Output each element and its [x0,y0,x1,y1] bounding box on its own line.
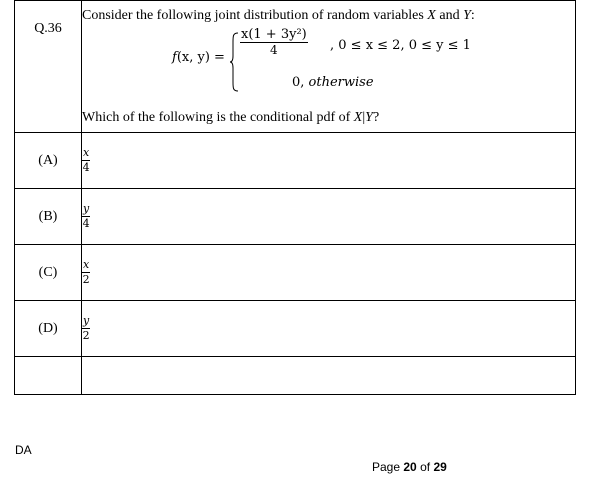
question-prompt: Which of the following is the conditional pdf of X|Y? [82,109,380,125]
function-name: f [172,49,177,65]
option-fraction [82,315,90,342]
equation [82,24,575,110]
page-total: 29 [433,460,447,474]
option-answer[interactable] [82,245,576,301]
blank-row [15,357,576,395]
footer-paper-code: DA [15,443,32,457]
option-row-d[interactable] [15,301,576,357]
case-1-numerator: x(1 + 3y²) [241,26,307,42]
case-2-condition: otherwise [308,74,374,90]
option-fraction [82,147,90,174]
case-1-fraction [240,27,308,57]
option-fraction [82,259,90,286]
question-stem: Consider the following joint distribution of random variables X and Y: [82,7,475,23]
option-denominator: 2 [82,273,90,286]
option-answer[interactable] [82,189,576,245]
case-1-condition: , 0 ≤ x ≤ 2, 0 ≤ y ≤ 1 [330,37,471,53]
case-2 [292,75,374,90]
page-of: of [420,460,431,474]
option-row-c[interactable] [15,245,576,301]
option-label: (D) [15,301,82,357]
page-prefix: Page [372,460,401,474]
function-args: (x, y) = [176,49,225,65]
option-denominator: 4 [82,217,90,230]
option-row-a[interactable] [15,133,576,189]
option-label: (B) [15,189,82,245]
question-number: Q.36 [15,1,82,133]
option-fraction [82,203,90,230]
blank-cell-right [82,357,576,395]
option-numerator: x [83,146,90,159]
blank-cell-left [15,357,82,395]
option-row-b[interactable] [15,189,576,245]
option-numerator: y [83,314,90,327]
option-numerator: y [83,202,90,215]
left-brace-icon [229,32,239,92]
question-stem-cell [82,1,576,133]
page-current: 20 [403,460,417,474]
case-1-denominator: 4 [270,42,278,57]
option-label: (A) [15,133,82,189]
option-denominator: 2 [82,329,90,342]
question-table [14,0,576,395]
question-row [15,1,576,133]
equation-lhs [172,50,225,65]
case-1 [240,27,308,57]
option-numerator: x [83,258,90,271]
page-number [372,460,447,474]
option-answer[interactable] [82,301,576,357]
case-2-value: 0, [292,74,305,90]
option-denominator: 4 [82,161,90,174]
option-label: (C) [15,245,82,301]
option-answer[interactable] [82,133,576,189]
